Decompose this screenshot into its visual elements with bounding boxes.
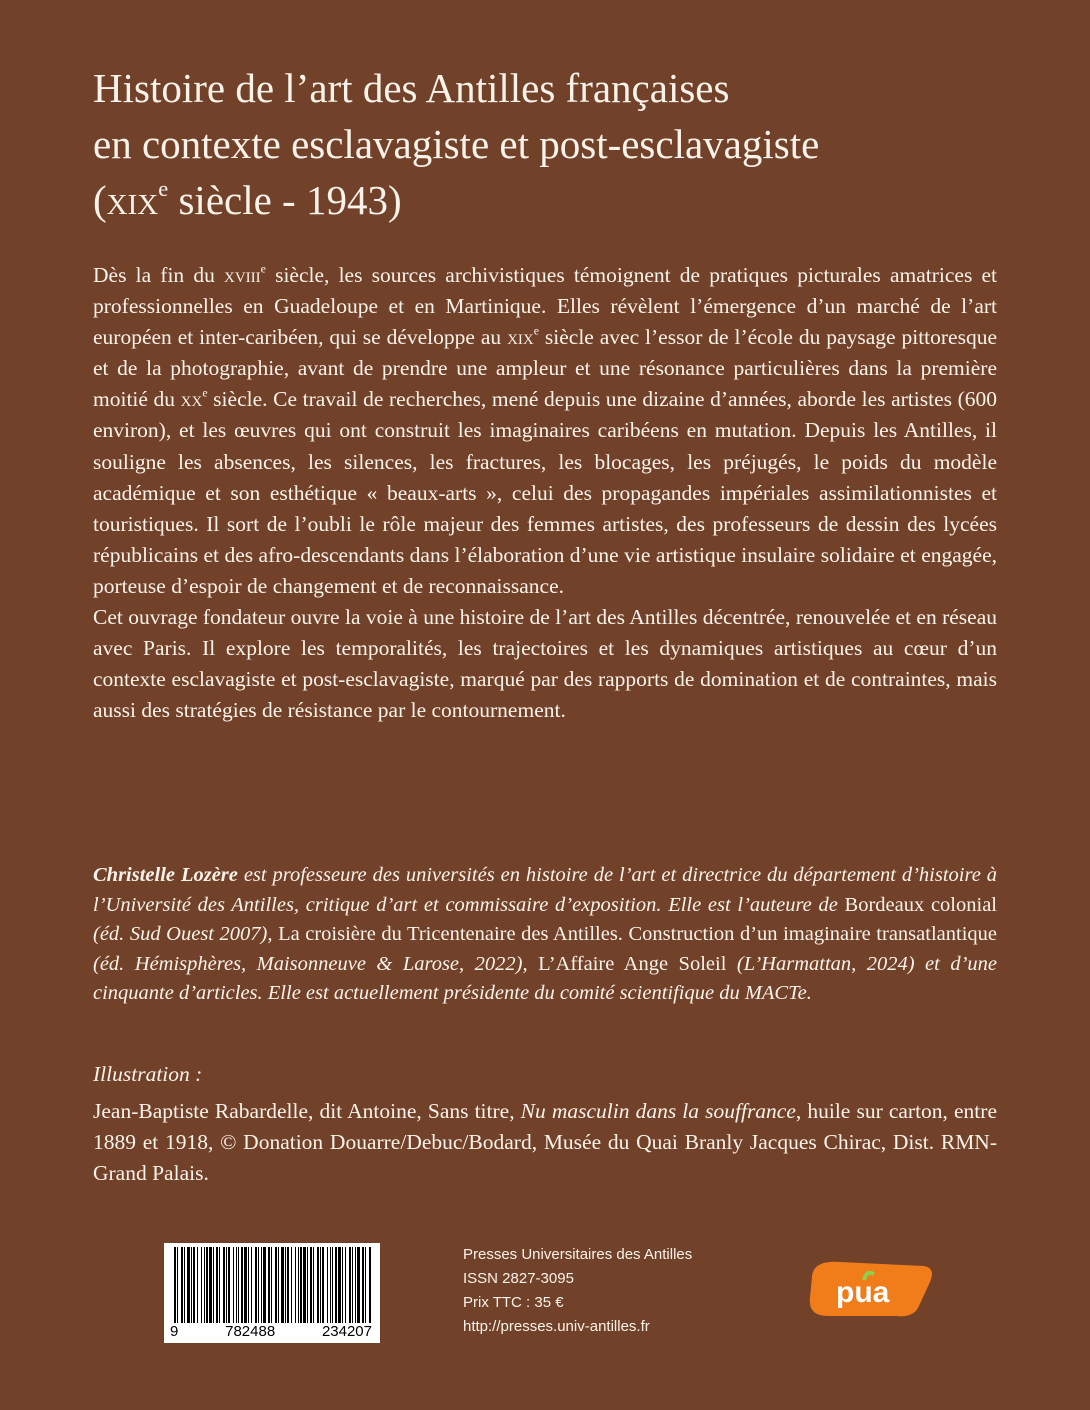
barcode-bar [216,1247,218,1325]
barcode-bar [204,1247,205,1325]
barcode-bar [285,1247,286,1325]
summary-paragraph-2: Cet ouvrage fondateur ouvre la voie à une histoire de l’art des Antilles décentrée, renouvelée et en réseau avec Paris. Il explore les temporalités, les trajectoires et les dynamiques artistiques au cœur d’un contexte esclavagiste et post-esclavagiste, marqué par des rapports de domination et de contraintes, mais aussi des stratégies de résistance par le contournement. [93,605,997,723]
barcode-bar [295,1247,296,1325]
barcode-bar [187,1247,190,1325]
barcode-bar [268,1247,270,1325]
book-title-2: La croisière du Tricentenaire des Antilles. Construction d’un imaginaire transatlantique [278,923,997,945]
summary-paragraph-1: Dès la fin du xviii$^e$ siècle, les sources archivistiques témoignent de pratiques picturales amatrices et professionnelles en Guadeloupe et en Martinique. Elles révèlent l’émergence d’un marché de l’art européen et inter-caribéen, qui se développe au xix$^e$ siècle avec l’essor de l’école du paysage pittoresque et de la photographie, avant de prendre une ampleur et une résonance particulières dans la première moitié du $xx^e$ siècle. Ce travail de recherches, mené depuis une dizaine d’années, aborde les artistes (600 environ), et les œuvres qui ont construit les imaginaires caribéens en mutation. Depuis les Antilles, il souligne les absences, les silences, les fractures, les blocages, les préjugés, le poids du modèle académique et son esthétique « beaux-arts », celui des propagandes impériales assimilationnistes et touristiques. Il sort de l’oubli le rôle majeur des femmes artistes, des professeurs de dessin des lycées républicains et des afro-descendants dans l’élaboration d’une vie artistique insulaire solidaire et engagée, porteuse d’espoir de changement et de reconnaissance. [93,261,998,598]
isbn-barcode [164,1243,380,1343]
barcode-bar [327,1247,328,1325]
barcode-bar [177,1247,178,1325]
barcode-bar [236,1247,237,1325]
barcode-bar [238,1247,239,1325]
publisher-url[interactable]: http://presses.univ-antilles.fr [463,1318,650,1335]
barcode-bar [261,1247,262,1325]
barcode-bar [201,1247,202,1325]
barcode-number: 9 782488 234207 [164,1323,380,1341]
barcode-bar [244,1247,247,1325]
barcode-bars [164,1243,380,1325]
artwork-title: Nu masculin dans la souffrance [520,1099,796,1123]
barcode-bar [223,1247,225,1325]
barcode-bar [174,1247,176,1325]
book-title-3: L’Affaire Ange Soleil [538,952,727,975]
barcode-bar [228,1247,230,1325]
title-line-2: en contexte esclavagiste et post-esclavagiste [93,121,820,167]
barcode-bar [310,1247,312,1325]
barcode-bar [278,1247,279,1325]
barcode-bar [300,1247,302,1325]
barcode-bar [241,1247,243,1325]
illustration-credit: Jean-Baptiste Rabardelle, dit Antoine, Sans titre, Nu masculin dans la souffrance, huile sur carton, entre 1889 et 1918, © Donation Douarre/Debuc/Bodard, Musée du Quai Branly Jacques Chirac, Dist. RMN-Grand Palais. [93,1099,997,1185]
barcode-bar [281,1247,284,1325]
barcode-bar [369,1247,371,1325]
barcode-bar [335,1247,337,1325]
summary [93,260,997,726]
barcode-bar [291,1247,292,1325]
barcode-bar [197,1247,198,1325]
barcode-bar [317,1247,319,1325]
title-line-1: Histoire de l’art des Antilles françaises [93,65,730,111]
barcode-bar [322,1247,324,1325]
barcode-bar [287,1247,289,1325]
author-name: Christelle Lozère [93,864,238,886]
barcode-bar [345,1247,346,1325]
barcode-bar [191,1247,192,1325]
barcode-bar [271,1247,272,1325]
barcode-bar [320,1247,321,1325]
barcode-bar [349,1247,351,1325]
svg-text:pua: pua [836,1276,890,1309]
barcode-bar [275,1247,277,1325]
barcode-bar [206,1247,208,1325]
barcode-bar [213,1247,214,1325]
barcode-bar [332,1247,333,1325]
barcode-bar [181,1247,183,1325]
barcode-bar [303,1247,306,1325]
barcode-bar [184,1247,185,1325]
barcode-bar [330,1247,331,1325]
barcode-bar [251,1247,252,1325]
barcode-bar [248,1247,249,1325]
barcode-bar [352,1247,353,1325]
pua-logo [806,1258,936,1320]
barcode-bar [355,1247,356,1325]
price: Prix TTC : 35 € [463,1294,564,1311]
illustration-label: Illustration : [93,1062,203,1086]
barcode-bar [342,1247,343,1325]
barcode-bar [307,1247,308,1325]
issn: ISSN 2827-3095 [463,1270,574,1287]
barcode-bar [219,1247,220,1325]
barcode-bar [365,1247,366,1325]
barcode-bar [263,1247,266,1325]
publisher-info [463,1243,692,1339]
book-title [93,60,1053,228]
barcode-bar [313,1247,314,1325]
barcode-bar [362,1247,364,1325]
barcode-bar [209,1247,212,1325]
barcode-bar [338,1247,341,1325]
barcode-bar [298,1247,299,1325]
barcode-bar [193,1247,195,1325]
book-title-1: Bordeaux colonial [844,893,997,916]
author-bio: Christelle Lozère est professeure des universités en histoire de l’art et directrice du département d’histoire à l’Université des Antilles, critique d’art et commissaire d’exposition. Elle est l’auteure de Bordeaux colonial (éd. Sud Ouest 2007), La croisière du Tricentenaire des Antilles. Construction d’un imaginaire transatlantique (éd. Hémisphères, Maisonneuve & Larose, 2022), L’Affaire Ange Soleil (L’Harmattan, 2024) et d’une cinquante d’articles. Elle est actuellement présidente du comité scientifique du MACTe. [93,864,997,1004]
barcode-bar [258,1247,259,1325]
barcode-bar [233,1247,234,1325]
publisher-name: Presses Universitaires des Antilles [463,1246,693,1263]
title-line-3: (xix$^e$ siècle - 1943) [93,175,402,223]
barcode-bar [255,1247,257,1325]
barcode-bar [226,1247,227,1325]
barcode-bar [357,1247,360,1325]
